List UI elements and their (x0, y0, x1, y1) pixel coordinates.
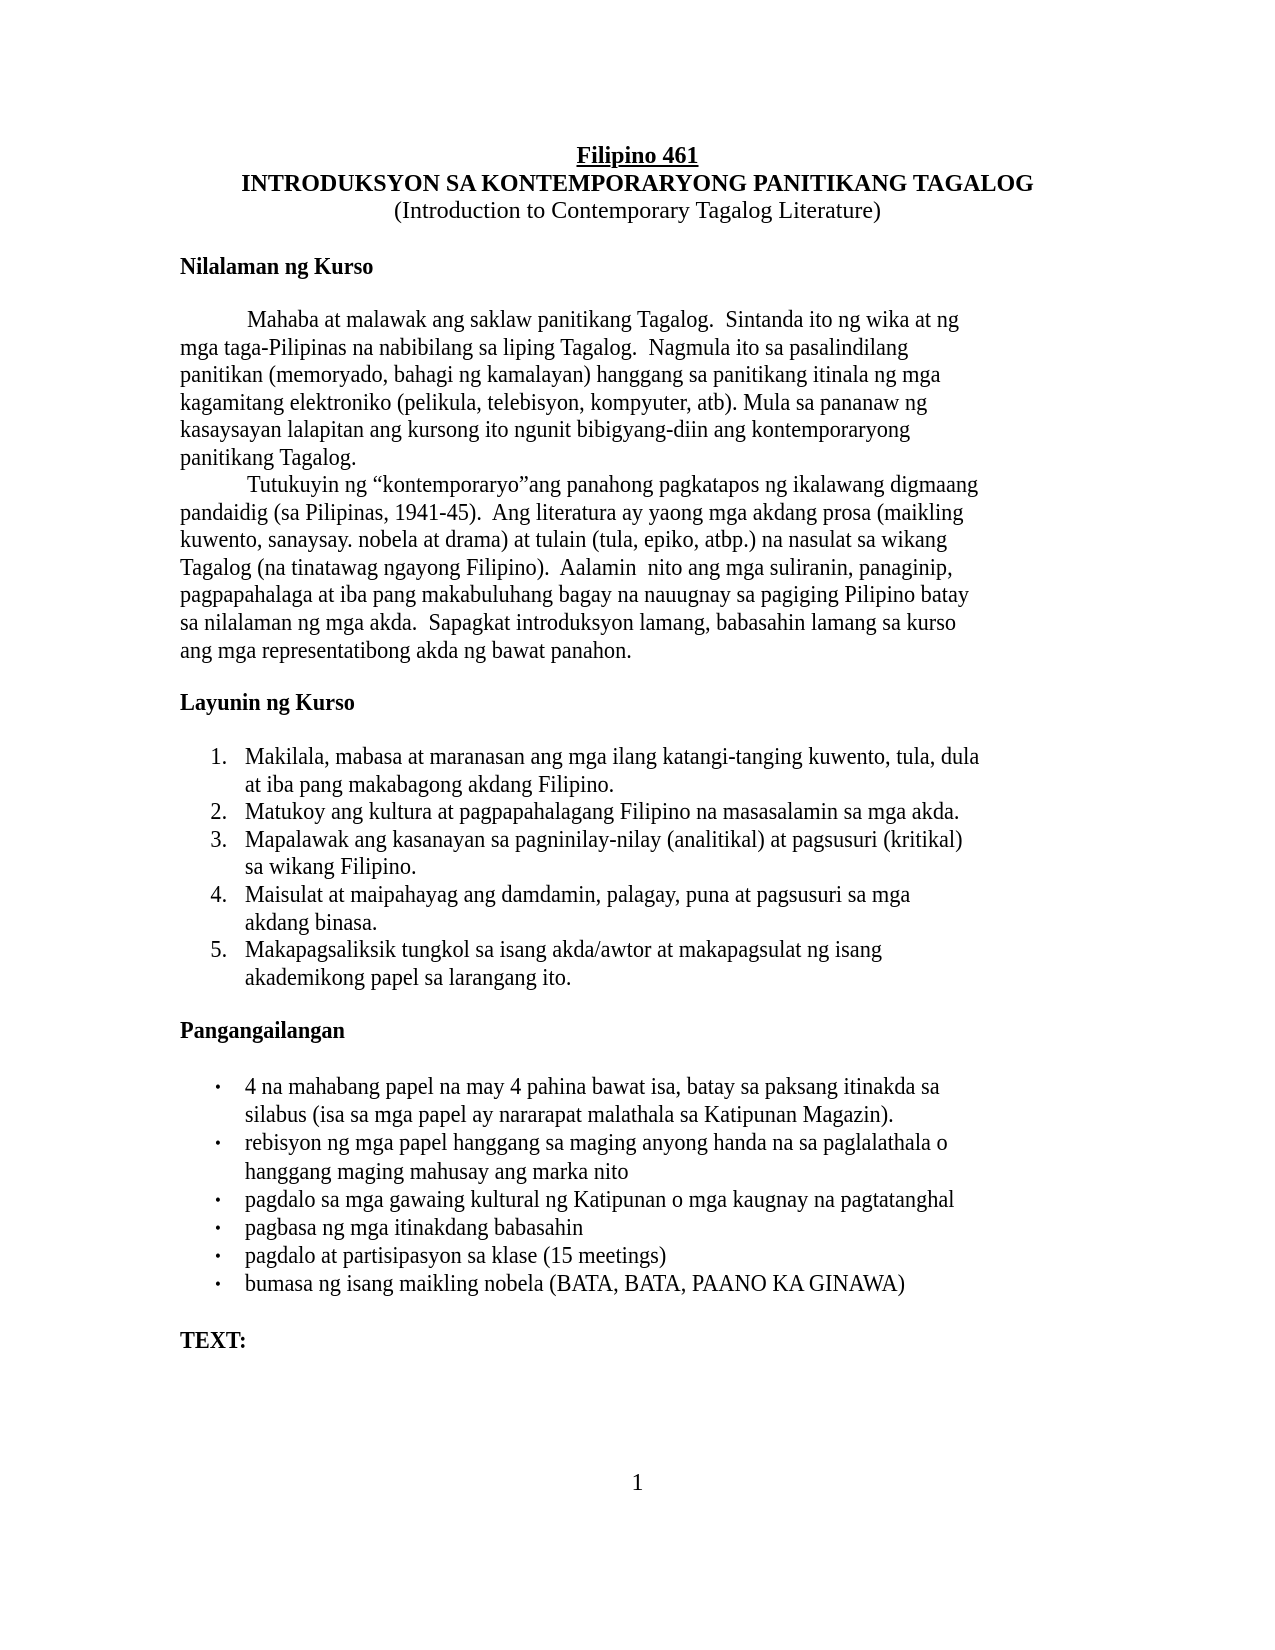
course-code-text: Filipino 461 (576, 143, 699, 169)
paragraph-line: sa nilalaman ng mga akda. Sapagkat introduksyon lamang, babasahin lamang sa kurso (180, 609, 957, 636)
objective-line: Mapalawak ang kasanayan sa pagninilay-nilay (analitikal) at pagsusuri (kritikal) (244, 826, 963, 853)
paragraph-line: panitikang Tagalog. (180, 444, 357, 471)
section-heading-layunin: Layunin ng Kurso (180, 690, 355, 716)
requirement-item (176, 1129, 955, 1185)
paragraph-line: kasaysayan lalapitan ang kursong ito ngunit bibigyang-diin ang kontemporaryong (180, 417, 911, 444)
objective-line: Matukoy ang kultura at pagpapahalagang Filipino na masasalamin sa mga akda. (244, 799, 960, 826)
paragraph-line: ang mga representatibong akda ng bawat panahon. (180, 637, 632, 664)
paragraph-line: Mahaba at malawak ang saklaw panitikang Tagalog. Sintanda ito ng wika at ng (246, 307, 960, 333)
objective-number: 2. (210, 799, 228, 826)
course-code (0, 143, 1275, 171)
objective-number: 5. (210, 937, 228, 964)
requirement-line: silabus (isa sa mga papel ay nararapat malathala sa Katipunan Magazin). (244, 1102, 894, 1129)
bullet-icon: • (215, 1218, 221, 1239)
paragraph-line: pandaidig (sa Pilipinas, 1941-45). Ang literatura ay yaong mga akdang prosa (maikling (180, 499, 964, 526)
requirement-line: bumasa ng isang maikling nobela (BATA, BATA, PAANO KA GINAWA) (244, 1271, 906, 1298)
requirement-line: pagbasa ng mga itinakdang babasahin (244, 1215, 584, 1242)
paragraph-line: Tagalog (na tinatawag ngayong Filipino). Aalamin nito ang mga suliranin, panaginip, (180, 554, 953, 581)
objective-item (176, 827, 979, 882)
objective-number: 4. (210, 881, 228, 908)
objective-line: Makilala, mabasa at maranasan ang mga ilang katangi-tanging kuwento, tula, dula (244, 744, 980, 770)
section-heading-nilalaman: Nilalaman ng Kurso (180, 254, 374, 280)
objectives-list (176, 744, 979, 992)
bullet-icon: • (215, 1077, 221, 1097)
requirement-line: hanggang maging mahusay ang marka nito (244, 1158, 629, 1185)
objective-line: akademikong papel sa larangang ito. (244, 964, 572, 991)
requirement-item (176, 1214, 955, 1242)
requirement-line: rebisyon ng mga papel hanggang sa maging anyong handa na sa paglalathala o (244, 1130, 948, 1157)
objective-item (176, 937, 979, 992)
objective-number: 1. (210, 744, 228, 770)
objective-line: Makapagsaliksik tungkol sa isang akda/awtor at makapagsulat ng isang (244, 937, 883, 964)
requirement-item (176, 1242, 955, 1270)
objective-item (176, 744, 979, 799)
bullet-icon: • (215, 1246, 221, 1267)
document-title: INTRODUKSYON SA KONTEMPORARYONG PANITIKANG TAGALOG (241, 171, 1034, 197)
requirement-line: 4 na mahabang papel na may 4 pahina bawat isa, batay sa paksang itinakda sa (244, 1074, 940, 1100)
paragraph-line: mga taga-Pilipinas na nabibilang sa liping Tagalog. Nagmula ito sa pasalindilang (180, 334, 909, 361)
objective-item (176, 882, 979, 937)
requirement-line: pagdalo sa mga gawaing kultural ng Katipunan o mga kaugnay na pagtatanghal (244, 1186, 955, 1213)
paragraph-line: panitikan (memoryado, bahagi ng kamalayan) hanggang sa panitikang itinala ng mga (180, 362, 941, 389)
paragraph-line: Tutukuyin ng “kontemporaryo”ang panahong pagkatapos ng ikalawang digmaang (246, 472, 979, 498)
objective-line: Maisulat at maipahayag ang damdamin, palagay, puna at pagsusuri sa mga (244, 881, 911, 908)
paragraph-line: kagamitang elektroniko (pelikula, telebisyon, kompyuter, atb). Mula sa pananaw ng (180, 389, 928, 416)
requirement-item (176, 1270, 955, 1298)
objective-item (176, 799, 979, 827)
paragraph-1 (180, 307, 959, 473)
paragraph-line: kuwento, sanaysay. nobela at drama) at tulain (tula, epiko, atbp.) na nasulat sa wikang (180, 527, 948, 554)
objective-number: 3. (210, 826, 228, 853)
objective-line: sa wikang Filipino. (244, 854, 417, 881)
bullet-icon: • (215, 1189, 221, 1210)
text-heading: TEXT: (180, 1328, 247, 1354)
requirements-list (176, 1073, 955, 1299)
bullet-icon: • (215, 1274, 221, 1295)
objective-line: akdang binasa. (244, 909, 378, 936)
bullet-icon: • (215, 1133, 221, 1154)
page-number: 1 (631, 1470, 644, 1496)
document-subtitle: (Introduction to Contemporary Tagalog Literature) (393, 198, 882, 224)
section-heading-pangangailangan: Pangangailangan (180, 1018, 345, 1044)
requirement-item (176, 1186, 955, 1214)
requirement-item (176, 1073, 955, 1129)
objective-line: at iba pang makabagong akdang Filipino. (244, 771, 615, 798)
requirement-line: pagdalo at partisipasyon sa klase (15 meetings) (244, 1243, 667, 1270)
paragraph-line: pagpapahalaga at iba pang makabuluhang bagay na nauugnay sa pagiging Pilipino batay (180, 582, 970, 609)
paragraph-2 (180, 472, 978, 665)
